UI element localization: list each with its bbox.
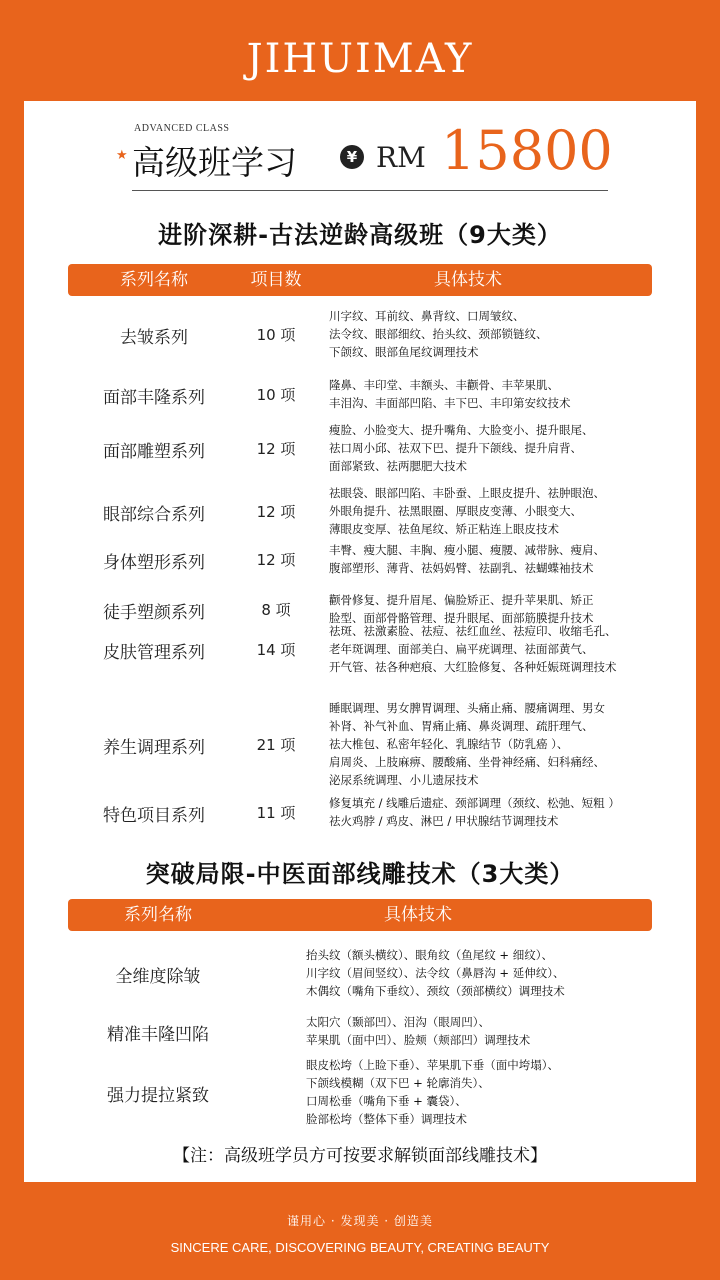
item-count: 21 项 — [256, 736, 296, 754]
yen-icon: ¥ — [340, 145, 364, 169]
technique-list — [329, 484, 691, 538]
technique-line: 眼皮松垮（上睑下垂）、苹果肌下垂（面中垮塌）、 — [306, 1058, 559, 1072]
section1-table-header — [68, 264, 652, 296]
technique-line: 下颌纹、眼部鱼尾纹调理技术 — [329, 345, 479, 359]
technique-line: 薄眼皮变厚、祛鱼尾纹、矫正粘连上眼皮技术 — [329, 522, 559, 536]
series-name: 特色项目系列 — [103, 806, 205, 826]
series-name: 去皱系列 — [120, 328, 188, 348]
header-technique: 具体技术 — [384, 905, 452, 925]
header-series-name: 系列名称 — [120, 270, 188, 290]
footer-slogan-en: SINCERE CARE, DISCOVERING BEAUTY, CREATING BEAUTY — [170, 1240, 550, 1255]
series-name: 养生调理系列 — [103, 738, 205, 758]
section2-table-header — [68, 899, 652, 931]
technique-line: 祛眼袋、眼部凹陷、丰卧蚕、上眼皮提升、祛肿眼泡、 — [329, 486, 605, 500]
technique-line: 川字纹（眉间竖纹）、法令纹（鼻唇沟 + 延伸纹）、 — [306, 966, 565, 980]
item-count: 10 项 — [256, 326, 296, 344]
divider — [132, 190, 608, 191]
series-name: 眼部综合系列 — [103, 505, 205, 525]
item-count: 10 项 — [256, 386, 296, 404]
item-count: 12 项 — [256, 440, 296, 458]
header-series-name: 系列名称 — [124, 905, 192, 925]
technique-line: 隆鼻、丰印堂、丰额头、丰颧骨、丰苹果肌、 — [329, 378, 559, 392]
technique-line: 开气管、祛各种疤痕、大红脸修复、各种妊娠斑调理技术 — [329, 660, 617, 674]
series-name: 精准丰隆凹陷 — [107, 1025, 209, 1045]
technique-list — [329, 794, 691, 830]
item-count: 12 项 — [256, 551, 296, 569]
technique-line: 太阳穴（颞部凹）、泪沟（眼周凹）、 — [306, 1015, 490, 1029]
technique-list — [306, 1013, 686, 1049]
star-icon: ★ — [116, 148, 128, 163]
technique-line: 祛斑、祛激素脸、祛痘、祛红血丝、祛痘印、收缩毛孔、 — [329, 624, 617, 638]
price: 15800 — [441, 119, 613, 182]
series-name: 身体塑形系列 — [103, 553, 205, 573]
technique-line: 外眼角提升、祛黑眼圈、厚眼皮变薄、小眼变大、 — [329, 504, 582, 518]
technique-line: 木偶纹（嘴角下垂纹）、颈纹（颈部横纹）调理技术 — [306, 984, 565, 998]
technique-line: 下颌线模糊（双下巴 + 轮廓消失）、 — [306, 1076, 490, 1090]
technique-line: 祛大椎包、私密年轻化、乳腺结节（防乳癌 ）、 — [329, 737, 569, 751]
class-title: 高级班学习 — [132, 143, 297, 182]
technique-line: 老年斑调理、面部美白、扁平疣调理、祛面部黄气、 — [329, 642, 594, 656]
technique-line: 肩周炎、上肢麻痹、腰酸痛、坐骨神经痛、妇科痛经、 — [329, 755, 605, 769]
technique-line: 脸型、面部骨骼管理、提升眼尾、面部筋膜提升技术 — [329, 611, 594, 625]
footnote: 【注：高级班学员方可按要求解锁面部线雕技术】 — [173, 1146, 547, 1166]
item-count: 8 项 — [261, 601, 291, 619]
technique-line: 祛火鸡脖 / 鸡皮、淋巴 / 甲状腺结节调理技术 — [329, 814, 559, 828]
technique-line: 丰泪沟、丰面部凹陷、丰下巴、丰印第安纹技术 — [329, 396, 571, 410]
technique-line: 法令纹、眼部细纹、抬头纹、颈部锁链纹、 — [329, 327, 548, 341]
series-name: 面部雕塑系列 — [103, 442, 205, 462]
technique-list — [306, 1056, 686, 1128]
technique-line: 口周松垂（嘴角下垂 + 囊袋）、 — [306, 1094, 467, 1108]
technique-list — [329, 541, 691, 577]
currency-label: RM — [376, 141, 426, 174]
technique-list — [329, 376, 691, 412]
technique-line: 泌尿系统调理、小儿遗尿技术 — [329, 773, 479, 787]
technique-list — [306, 946, 686, 1000]
technique-line: 睡眠调理、男女脾胃调理、头痛止痛、腰痛调理、男女 — [329, 701, 605, 715]
item-count: 11 项 — [256, 804, 296, 822]
technique-line: 抬头纹（额头横纹）、眼角纹（鱼尾纹 + 细纹）、 — [306, 948, 553, 962]
series-name: 皮肤管理系列 — [103, 643, 205, 663]
series-name: 强力提拉紧致 — [107, 1086, 209, 1106]
class-subtitle: ADVANCED CLASS — [134, 123, 230, 134]
item-count: 14 项 — [256, 641, 296, 659]
technique-line: 面部紧致、祛两腮肥大技术 — [329, 459, 467, 473]
technique-list — [329, 307, 691, 361]
technique-list — [329, 421, 691, 475]
technique-line: 颧骨修复、提升眉尾、偏脸矫正、提升苹果肌、矫正 — [329, 593, 594, 607]
item-count: 12 项 — [256, 503, 296, 521]
brand-logo: JIHUIMAY — [246, 36, 474, 82]
series-name: 面部丰隆系列 — [103, 388, 205, 408]
content-card — [24, 101, 696, 1182]
technique-line: 祛口周小邱、祛双下巴、提升下颌线、提升肩背、 — [329, 441, 582, 455]
technique-line: 川字纹、耳前纹、鼻背纹、口周皱纹、 — [329, 309, 525, 323]
technique-line: 丰臀、瘦大腿、丰胸、瘦小腿、瘦腰、减带脉、瘦肩、 — [329, 543, 605, 557]
technique-list — [329, 699, 691, 789]
technique-line: 补肾、补气补血、胃痛止痛、鼻炎调理、疏肝理气、 — [329, 719, 594, 733]
technique-line: 腹部塑形、薄背、祛妈妈臂、祛副乳、祛蝴蝶袖技术 — [329, 561, 594, 575]
technique-list — [329, 622, 691, 676]
series-name: 徒手塑颜系列 — [103, 603, 205, 623]
technique-line: 瘦脸、小脸变大、提升嘴角、大脸变小、提升眼尾、 — [329, 423, 594, 437]
section1-title: 进阶深耕-古法逆龄高级班（9大类） — [158, 221, 562, 249]
header-technique: 具体技术 — [434, 270, 502, 290]
series-name: 全维度除皱 — [115, 967, 201, 987]
technique-line: 修复填充 / 线雕后遗症、颈部调理（颈纹、松弛、短粗 ） — [329, 796, 620, 810]
header-item-count: 项目数 — [250, 270, 302, 290]
technique-line: 苹果肌（面中凹）、脸颊（颊部凹）调理技术 — [306, 1033, 531, 1047]
footer-slogan-cn: 谨用心 · 发现美 · 创造美 — [287, 1214, 433, 1228]
technique-line: 脸部松垮（整体下垂）调理技术 — [306, 1112, 467, 1126]
section2-title: 突破局限-中医面部线雕技术（3大类） — [145, 860, 575, 888]
